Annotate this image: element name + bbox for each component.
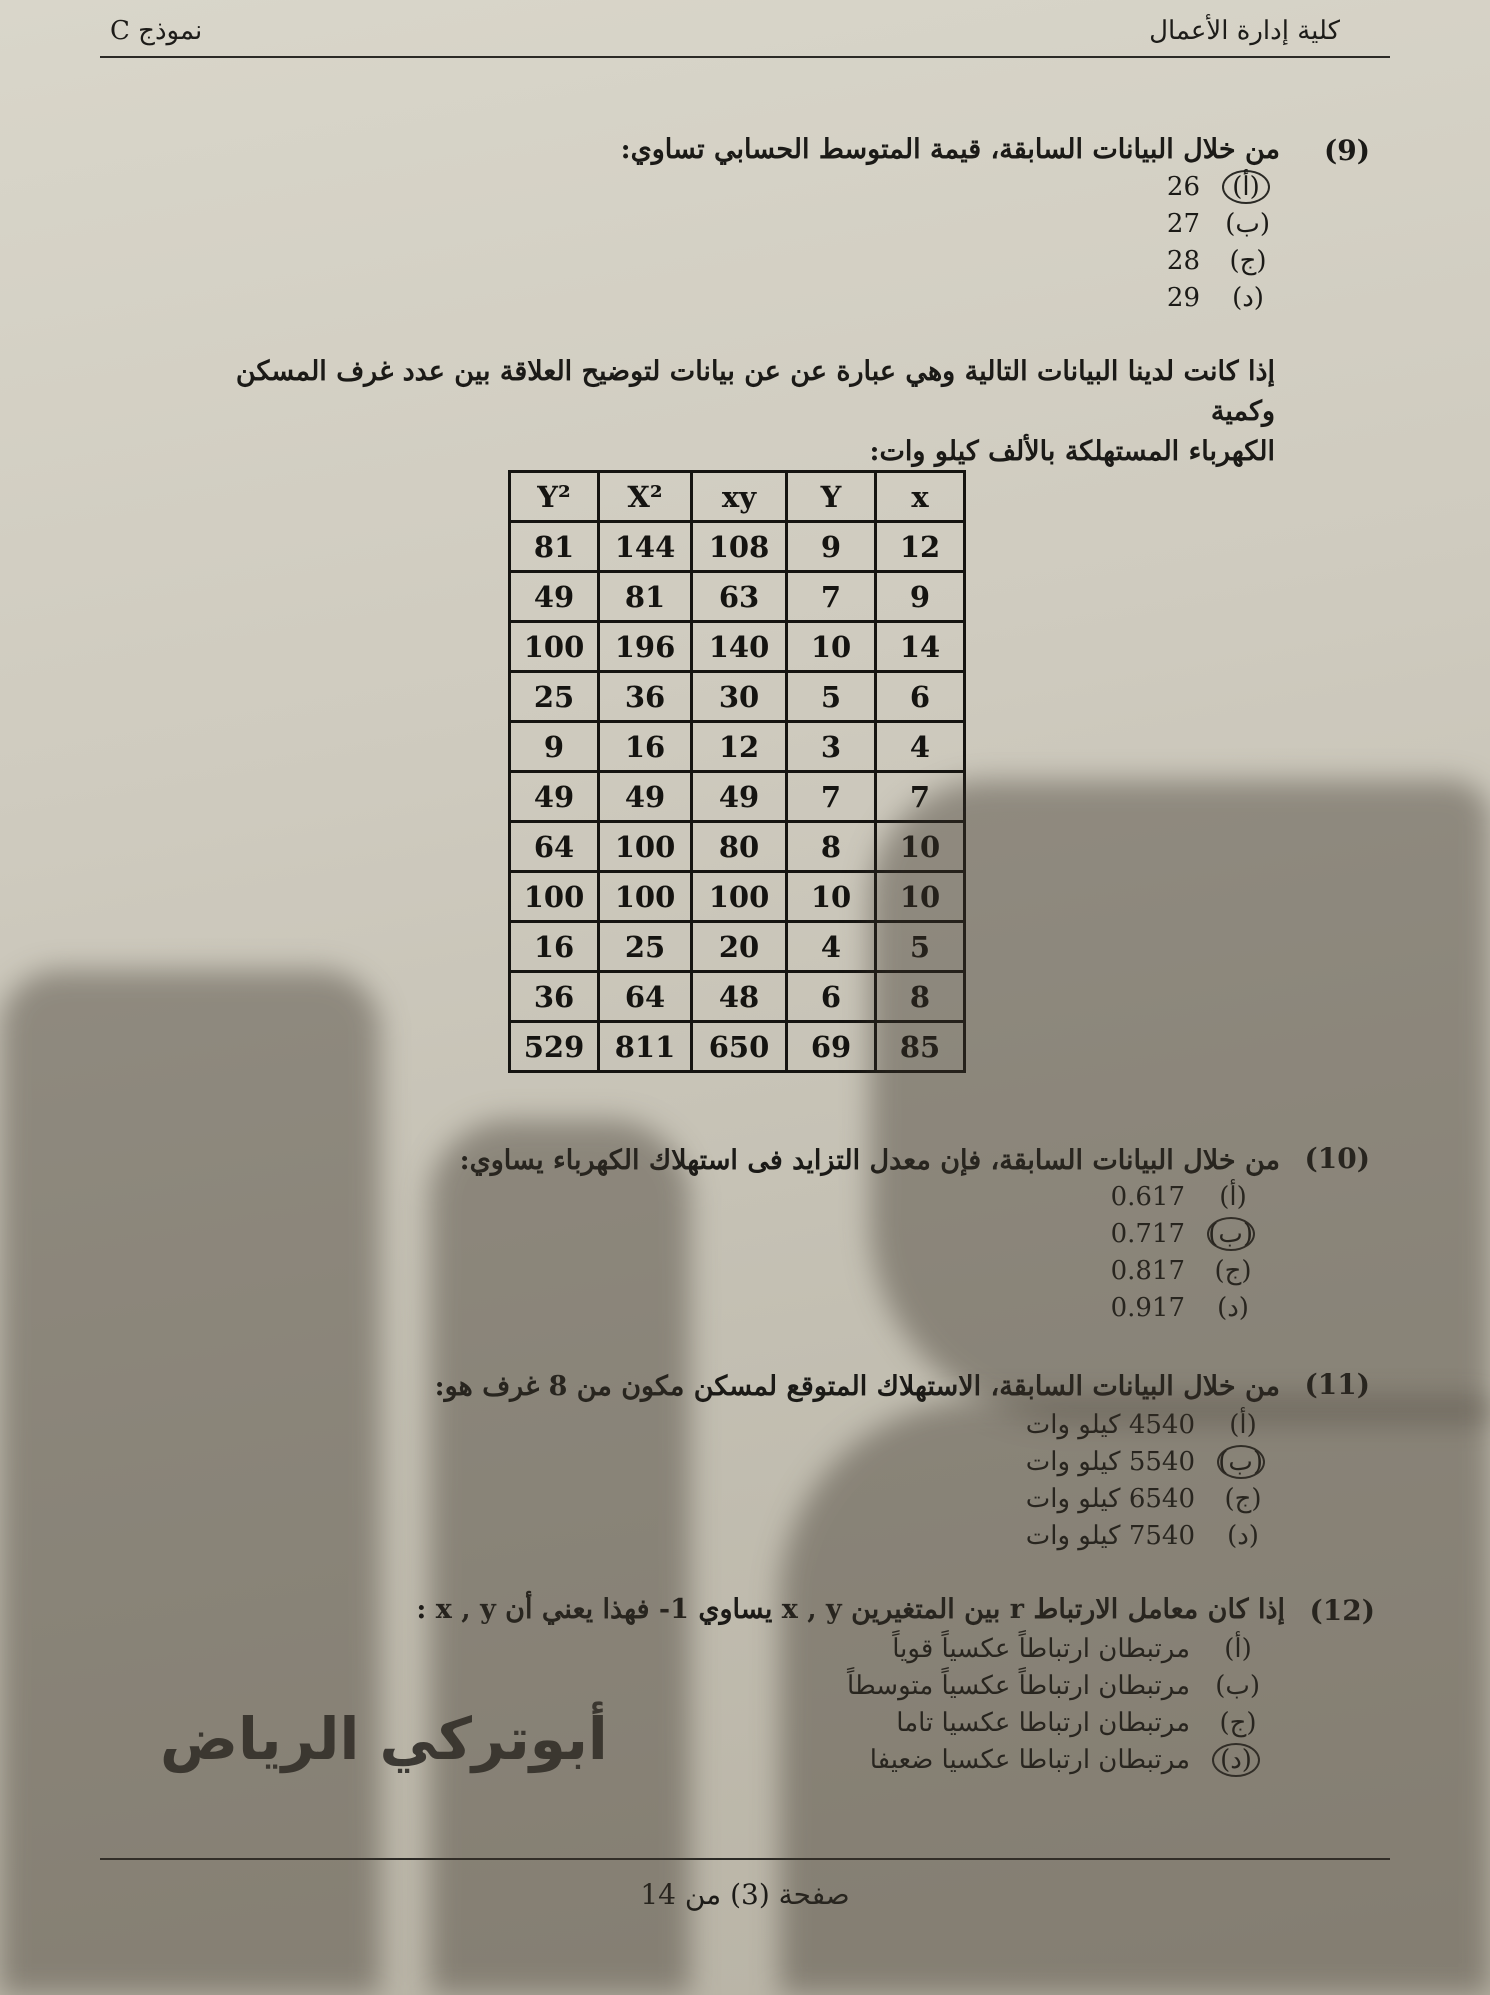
table-total-row: [510, 1022, 965, 1072]
option-value: مرتبطان ارتباطاً عكسياً قوياً: [892, 1634, 1190, 1664]
question-number: (12): [1309, 1594, 1375, 1627]
table-body: [510, 522, 965, 1072]
question-number: (10): [1304, 1142, 1370, 1175]
footer-rule: [100, 1858, 1390, 1860]
question-number: (11): [1304, 1368, 1370, 1401]
table-cell: 80: [692, 822, 787, 872]
table-cell: 100: [599, 872, 692, 922]
table-cell: 3: [787, 722, 876, 772]
option-label: (ب): [1225, 209, 1270, 239]
table-row: [510, 722, 965, 772]
table-cell: 25: [510, 672, 599, 722]
option-label: (ج): [1214, 1256, 1252, 1286]
table-cell: 49: [510, 772, 599, 822]
table-cell: 9: [787, 522, 876, 572]
option-label: (ج): [1224, 1484, 1262, 1514]
table-cell: 7: [787, 572, 876, 622]
table-row: [510, 672, 965, 722]
table-cell: 16: [599, 722, 692, 772]
table-cell: 6: [787, 972, 876, 1022]
table-cell: 49: [692, 772, 787, 822]
option-label: (د): [1212, 1743, 1260, 1777]
table-cell: 49: [599, 772, 692, 822]
table-cell: 64: [510, 822, 599, 872]
table-row: [510, 772, 965, 822]
question-10: [170, 1142, 1370, 1332]
table-row: [510, 972, 965, 1022]
option-value: 4540 كيلو وات: [1025, 1410, 1195, 1440]
question-text: من خلال البيانات السابقة، فإن معدل التزايد فى استهلاك الكهرباء يساوي:: [459, 1145, 1280, 1176]
table-cell: 650: [692, 1022, 787, 1072]
table-cell: 20: [692, 922, 787, 972]
table-cell: 49: [510, 572, 599, 622]
option-value: 0.617: [1110, 1182, 1185, 1212]
question-text: من خلال البيانات السابقة، قيمة المتوسط الحسابي تساوي:: [620, 134, 1280, 165]
intro-line-2: الكهرباء المستهلكة بالألف كيلو وات:: [869, 436, 1275, 467]
table-cell: 10: [787, 622, 876, 672]
table-cell: 25: [599, 922, 692, 972]
table-cell: 8: [876, 972, 965, 1022]
option-label: (أ): [1222, 170, 1270, 204]
option-value: 0.817: [1110, 1256, 1185, 1286]
option-value: 7540 كيلو وات: [1025, 1521, 1195, 1551]
table-cell: 100: [692, 872, 787, 922]
table-cell: 81: [510, 522, 599, 572]
table-cell: 81: [599, 572, 692, 622]
table-cell: 85: [876, 1022, 965, 1072]
table-cell: 9: [510, 722, 599, 772]
col-header-x2: X²: [599, 472, 692, 522]
col-header-xy: xy: [692, 472, 787, 522]
table-cell: 7: [876, 772, 965, 822]
table-cell: 10: [876, 872, 965, 922]
table-cell: 108: [692, 522, 787, 572]
table-cell: 9: [876, 572, 965, 622]
question-text: من خلال البيانات السابقة، الاستهلاك المتوقع لمسكن مكون من 8 غرف هو:: [434, 1371, 1280, 1402]
header-rule: [100, 56, 1390, 58]
table-cell: 7: [787, 772, 876, 822]
table-cell: 16: [510, 922, 599, 972]
option-value: 26: [1166, 172, 1200, 202]
intro-line-1: إذا كانت لدينا البيانات التالية وهي عبارة عن عن بيانات لتوضيح العلاقة بين عدد غرف المسكن وكمية: [235, 356, 1275, 427]
table-cell: 4: [876, 722, 965, 772]
table-cell: 36: [599, 672, 692, 722]
table-row: [510, 522, 965, 572]
option-label: (أ): [1229, 1410, 1257, 1440]
table-cell: 30: [692, 672, 787, 722]
table-cell: 63: [692, 572, 787, 622]
table-cell: 100: [510, 872, 599, 922]
col-header-x: x: [876, 472, 965, 522]
table-cell: 69: [787, 1022, 876, 1072]
data-intro: [175, 352, 1275, 472]
option-label: (أ): [1224, 1634, 1252, 1664]
table-cell: 140: [692, 622, 787, 672]
watermark-text: أبوتركي الرياض: [160, 1705, 608, 1773]
option-value: مرتبطان ارتباطا عكسيا ضعيفا: [869, 1745, 1190, 1775]
option-label: (د): [1232, 283, 1264, 313]
table-row: [510, 872, 965, 922]
table-cell: 5: [787, 672, 876, 722]
option-value: مرتبطان ارتباطاً عكسياً متوسطاً: [847, 1671, 1190, 1701]
col-header-y2: Y²: [510, 472, 599, 522]
table-row: [510, 622, 965, 672]
table-row: [510, 572, 965, 622]
table-cell: 811: [599, 1022, 692, 1072]
table-cell: 100: [599, 822, 692, 872]
data-table: [508, 470, 966, 1073]
col-header-y: Y: [787, 472, 876, 522]
table-cell: 48: [692, 972, 787, 1022]
option-label: (ب): [1218, 1447, 1263, 1477]
table-cell: 14: [876, 622, 965, 672]
option-label: (ج): [1219, 1708, 1257, 1738]
table-cell: 144: [599, 522, 692, 572]
table-cell: 64: [599, 972, 692, 1022]
model-label: نموذج C: [110, 16, 203, 46]
table-cell: 10: [876, 822, 965, 872]
page-number: صفحة (3) من 14: [640, 1878, 850, 1911]
question-11: [170, 1368, 1370, 1558]
option-value: 27: [1166, 209, 1200, 239]
option-label: (ب): [1215, 1671, 1260, 1701]
option-value: 0.917: [1110, 1293, 1185, 1323]
option-value: 0.717: [1110, 1219, 1185, 1249]
table-header-row: [510, 472, 965, 522]
option-value: 5540 كيلو وات: [1025, 1447, 1195, 1477]
college-name: كلية إدارة الأعمال: [1149, 16, 1340, 46]
option-label: (ب): [1208, 1219, 1253, 1249]
option-label: (أ): [1219, 1182, 1247, 1212]
table-row: [510, 922, 965, 972]
table-cell: 100: [510, 622, 599, 672]
option-label: (د): [1227, 1521, 1259, 1551]
option-value: 6540 كيلو وات: [1025, 1484, 1195, 1514]
table-cell: 12: [692, 722, 787, 772]
question-number: (9): [1324, 134, 1370, 167]
table-cell: 196: [599, 622, 692, 672]
question-9: [170, 134, 1370, 334]
table-cell: 6: [876, 672, 965, 722]
table-cell: 10: [787, 872, 876, 922]
option-value: 28: [1166, 246, 1200, 276]
table-cell: 529: [510, 1022, 599, 1072]
option-value: مرتبطان ارتباطا عكسيا تاما: [896, 1708, 1190, 1738]
table-cell: 4: [787, 922, 876, 972]
table-cell: 8: [787, 822, 876, 872]
table-row: [510, 822, 965, 872]
table-cell: 12: [876, 522, 965, 572]
question-text: إذا كان معامل الارتباط r بين المتغيرين x , y يساوي 1- فهذا يعني أن x , y :: [416, 1594, 1285, 1625]
table-cell: 36: [510, 972, 599, 1022]
table-cell: 5: [876, 922, 965, 972]
option-label: (ج): [1229, 246, 1267, 276]
option-label: (د): [1217, 1293, 1249, 1323]
option-value: 29: [1166, 283, 1200, 313]
